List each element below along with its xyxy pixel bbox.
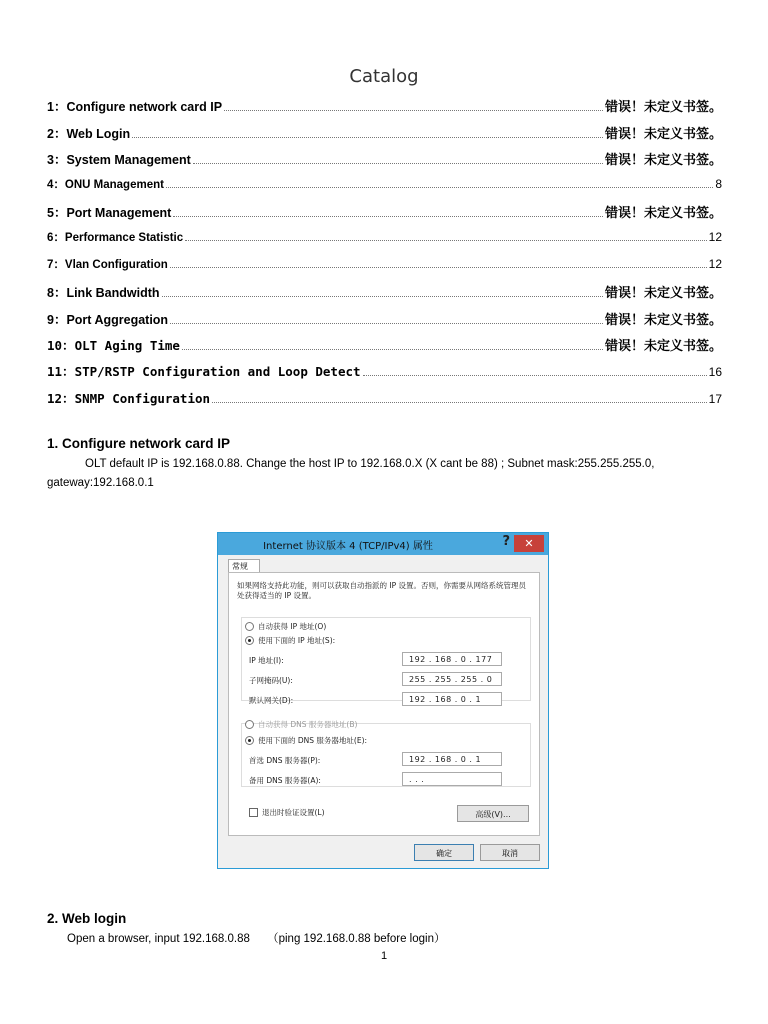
dialog-description: 如果网络支持此功能，则可以获取自动指派的 IP 设置。否则，你需要从网络系统管理员处获得适当的 IP 设置。	[237, 581, 527, 600]
toc-entry[interactable]	[47, 389, 722, 416]
toc-entry-number: 7：	[47, 258, 65, 271]
ip-address-field[interactable]: 192 . 168 . 0 . 177	[402, 652, 502, 666]
toc-entry-label: Link Bandwidth	[66, 286, 160, 301]
toc-entry-label: Performance Statistic	[64, 231, 184, 244]
toc-leader-dots	[166, 187, 713, 188]
toc-entry-page: 错误！未定义书签。	[604, 286, 722, 302]
toc-entry-label: SNMP Configuration	[74, 390, 211, 406]
tab-general[interactable]: 常规	[228, 559, 260, 573]
toc-entry-number: 11：	[47, 363, 75, 379]
ok-button[interactable]: 确定	[414, 844, 474, 861]
toc-entry-number: 6：	[47, 231, 65, 244]
toc-entry[interactable]	[47, 335, 722, 362]
subnet-mask-label: 子网掩码(U):	[249, 676, 293, 685]
auto-ip-label: 自动获得 IP 地址(O)	[258, 622, 327, 631]
toc-entry-number: 8：	[47, 286, 67, 301]
toc-entry-number: 4：	[47, 178, 65, 191]
section-1-body	[47, 455, 722, 493]
checkbox-icon	[249, 808, 258, 817]
radio-selected-icon	[245, 736, 254, 745]
toc-entry-page: 17	[708, 391, 722, 406]
toc-entry[interactable]	[47, 256, 722, 283]
toc-entry-label: Vlan Configuration	[64, 258, 168, 271]
toc-entry-page: 8	[715, 176, 722, 191]
help-icon[interactable]: ?	[502, 534, 510, 549]
gateway-label: 默认网关(D):	[249, 696, 294, 705]
toc-entry-page: 错误！未定义书签。	[604, 126, 722, 142]
toc-leader-dots	[212, 402, 707, 403]
general-panel	[228, 572, 540, 836]
toc-entry-number: 12：	[47, 390, 75, 406]
section-2-body: Open a browser, input 192.168.0.88 （ping 192.168.0.88 before login）	[67, 933, 446, 945]
section-1-heading: 1. Configure network card IP	[47, 436, 231, 451]
toc-entry-number: 10：	[47, 338, 75, 354]
toc-entry-number: 3：	[47, 153, 67, 168]
page-number: 1	[380, 950, 388, 962]
validate-on-exit-checkbox[interactable]	[249, 807, 325, 818]
toc-entry[interactable]	[47, 309, 722, 336]
toc-entry-label: Configure network card IP	[66, 100, 223, 114]
toc-entry-number: 2：	[47, 126, 67, 141]
toc-entry[interactable]	[47, 96, 722, 123]
toc-entry[interactable]	[47, 282, 722, 309]
toc-entry-number: 1：	[47, 100, 67, 114]
auto-dns-radio[interactable]	[245, 719, 357, 730]
section-1-text: OLT default IP is 192.168.0.88. Change the host IP to 192.168.0.X (X cant be 88) ; Subnet mask:255.255.255.0, gateway:192.168.0.1	[47, 458, 655, 489]
toc-entry-page: 错误！未定义书签。	[604, 153, 722, 169]
toc-entry[interactable]	[47, 123, 722, 150]
radio-icon	[245, 720, 254, 729]
toc-entry[interactable]	[47, 149, 722, 176]
toc-entry-label: Port Management	[66, 206, 172, 221]
close-icon[interactable]: ✕	[514, 535, 544, 552]
toc-entry-label: STP/RSTP Configuration and Loop Detect	[74, 363, 361, 379]
preferred-dns-field[interactable]: 192 . 168 . 0 . 1	[402, 752, 502, 766]
toc-entry-label: Web Login	[66, 126, 131, 141]
toc-leader-dots	[170, 267, 707, 268]
radio-selected-icon	[245, 636, 254, 645]
toc-entry-label: Port Aggregation	[66, 312, 169, 327]
toc-leader-dots	[170, 323, 603, 324]
toc-leader-dots	[193, 163, 603, 164]
gateway-field[interactable]: 192 . 168 . 0 . 1	[402, 692, 502, 706]
toc-leader-dots	[173, 216, 603, 217]
toc-entry-label: OLT Aging Time	[74, 338, 180, 354]
advanced-button[interactable]: 高级(V)...	[457, 805, 529, 822]
table-of-contents	[47, 96, 722, 415]
catalog-title: Catalog	[349, 66, 419, 87]
toc-leader-dots	[162, 296, 603, 297]
radio-icon	[245, 622, 254, 631]
toc-leader-dots	[182, 349, 603, 350]
manual-dns-radio[interactable]	[245, 735, 367, 746]
tcpip-properties-dialog	[217, 532, 549, 869]
toc-leader-dots	[363, 375, 707, 376]
toc-entry-page: 错误！未定义书签。	[604, 206, 722, 222]
manual-ip-radio[interactable]	[245, 635, 335, 646]
toc-leader-dots	[224, 110, 603, 111]
toc-entry-page: 12	[708, 256, 722, 271]
toc-entry-page: 12	[708, 229, 722, 244]
toc-leader-dots	[185, 240, 706, 241]
dialog-title: Internet 协议版本 4 (TCP/IPv4) 属性	[263, 541, 433, 552]
toc-entry-page: 错误！未定义书签。	[604, 339, 722, 355]
dialog-titlebar[interactable]	[218, 533, 548, 555]
cancel-button[interactable]: 取消	[480, 844, 540, 861]
toc-entry-page: 错误！未定义书签。	[604, 312, 722, 328]
validate-on-exit-label: 退出时验证设置(L)	[262, 808, 325, 817]
toc-entry-page: 错误！未定义书签。	[604, 100, 722, 115]
preferred-dns-label: 首选 DNS 服务器(P):	[249, 756, 321, 765]
ip-address-label: IP 地址(I):	[249, 656, 284, 665]
toc-entry[interactable]	[47, 229, 722, 256]
auto-ip-radio[interactable]	[245, 621, 326, 632]
auto-dns-label: 自动获得 DNS 服务器地址(B)	[258, 720, 358, 729]
manual-ip-label: 使用下面的 IP 地址(S):	[258, 636, 336, 645]
toc-entry-label: ONU Management	[64, 178, 164, 191]
toc-entry[interactable]	[47, 362, 722, 389]
toc-entry[interactable]	[47, 176, 722, 203]
toc-entry-number: 9：	[47, 312, 67, 327]
toc-leader-dots	[132, 137, 603, 138]
section-2-heading: 2. Web login	[47, 911, 127, 926]
toc-entry-label: System Management	[66, 153, 191, 168]
toc-entry-page: 16	[708, 364, 722, 379]
manual-dns-label: 使用下面的 DNS 服务器地址(E):	[258, 736, 368, 745]
alternate-dns-field[interactable]: . . .	[402, 772, 502, 786]
subnet-mask-field[interactable]: 255 . 255 . 255 . 0	[402, 672, 502, 686]
toc-entry[interactable]	[47, 202, 722, 229]
toc-entry-number: 5：	[47, 206, 67, 221]
alternate-dns-label: 备用 DNS 服务器(A):	[249, 776, 321, 785]
